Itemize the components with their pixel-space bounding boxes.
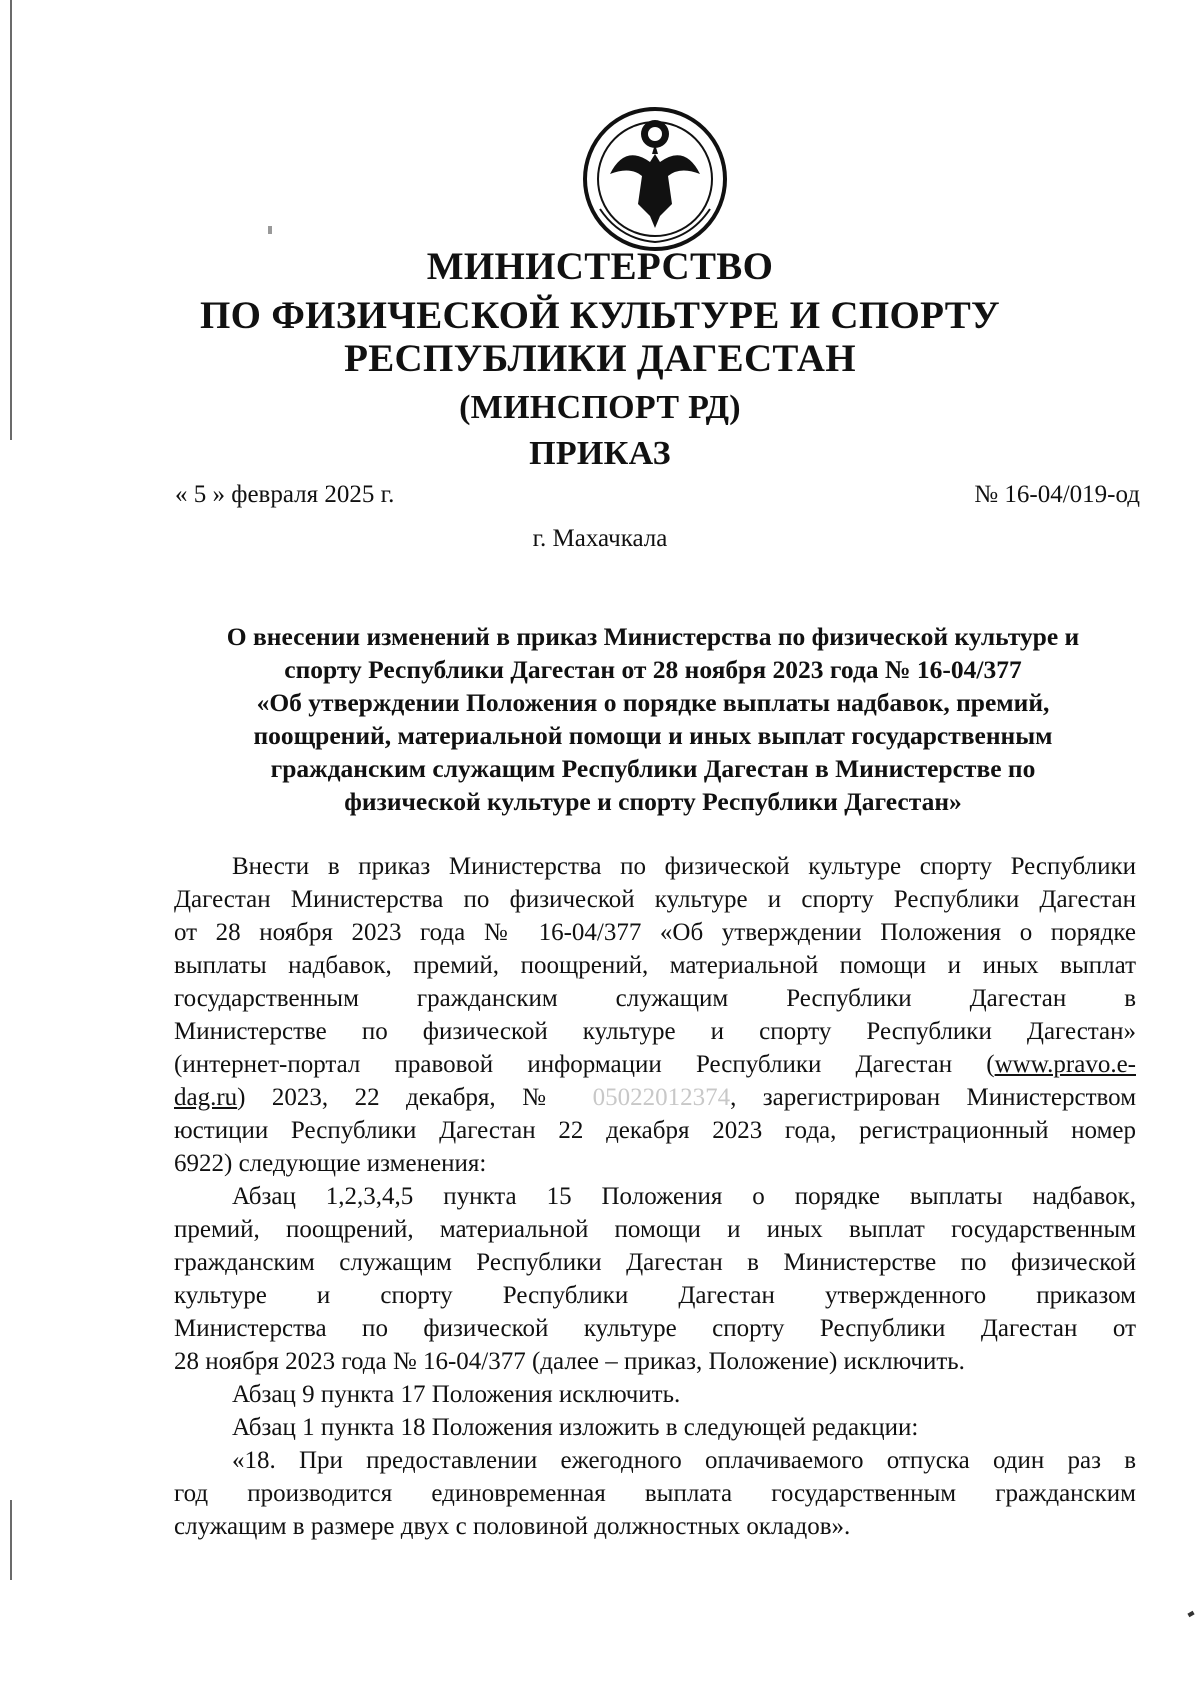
title-line: гражданским служащим Республики Дагестан в Министерстве по xyxy=(270,754,1036,783)
body-line: культуре и спорту Республики Дагестан утвержденного приказом xyxy=(174,1282,1136,1309)
scan-speck xyxy=(1187,1611,1194,1617)
pravo-portal-link[interactable]: www.pravo.e- xyxy=(994,1051,1136,1078)
body-line: выплаты надбавок, премий, поощрений, материальной помощи и иных выплат xyxy=(174,952,1136,979)
scan-edge-line xyxy=(10,1500,12,1580)
body-line: Абзац 9 пункта 17 Положения исключить. xyxy=(232,1381,681,1408)
body-line: 28 ноября 2023 года № 16-04/377 (далее – приказ, Положение) исключить. xyxy=(174,1348,965,1375)
body-line: «18. При предоставлении ежегодного оплачиваемого отпуска один раз в xyxy=(232,1447,1136,1474)
body-line: служащим в размере двух с половиной должностных окладов». xyxy=(174,1513,851,1540)
ministry-name-line1: МИНИСТЕРСТВО xyxy=(426,245,774,288)
body-line-text: ) 2023, 22 декабря, № xyxy=(237,1084,567,1111)
title-line: О внесении изменений в приказ Министерства по физической культуре и xyxy=(226,622,1080,651)
body-line: Абзац 1,2,3,4,5 пункта 15 Положения о порядке выплаты надбавок, xyxy=(232,1183,1136,1210)
body-line xyxy=(174,1081,1136,1114)
body-line-text: (интернет-портал правовой информации Республики Дагестан ( xyxy=(174,1051,995,1078)
registration-number-faded: 05022012374 xyxy=(592,1084,731,1111)
body-line xyxy=(174,1048,1136,1081)
ministry-name-line2: ПО ФИЗИЧЕСКОЙ КУЛЬТУРЕ И СПОРТУ xyxy=(200,294,1000,337)
scan-speck xyxy=(268,226,272,234)
order-subject-title xyxy=(172,620,1134,818)
pravo-portal-link-continued[interactable]: dag.ru xyxy=(174,1084,238,1111)
body-line: Министерства по физической культуре спорту Республики Дагестан от xyxy=(174,1315,1136,1342)
coat-of-arms-emblem xyxy=(580,104,730,254)
body-line: гражданским служащим Республики Дагестан в Министерстве по физической xyxy=(174,1249,1136,1276)
order-date: « 5 » февраля 2025 г. xyxy=(175,481,395,508)
order-number: № 16-04/019-од xyxy=(974,481,1140,508)
body-line: премий, поощрений, материальной помощи и иных выплат государственным xyxy=(174,1216,1136,1243)
body-line-text: , зарегистрирован Министерством xyxy=(730,1084,1137,1111)
order-body xyxy=(174,850,1136,1543)
body-line: Дагестан Министерства по физической культуре и спорту Республики Дагестан xyxy=(174,886,1136,913)
title-line: спорту Республики Дагестан от 28 ноября 2023 года № 16-04/377 xyxy=(284,655,1022,684)
order-city: г. Махачкала xyxy=(532,525,668,552)
body-line: от 28 ноября 2023 года № 16-04/377 «Об утверждении Положения о порядке xyxy=(174,919,1136,946)
body-line: Абзац 1 пункта 18 Положения изложить в следующей редакции: xyxy=(232,1414,919,1441)
body-line: Внести в приказ Министерства по физической культуре спорту Республики xyxy=(232,853,1136,880)
title-line: «Об утверждении Положения о порядке выплаты надбавок, премий, xyxy=(256,688,1050,717)
body-line: юстиции Республики Дагестан 22 декабря 2023 года, регистрационный номер xyxy=(174,1117,1136,1144)
document-type-title: ПРИКАЗ xyxy=(529,435,671,472)
body-line: государственным гражданским служащим Республики Дагестан в xyxy=(174,985,1136,1012)
body-line: 6922) следующие изменения: xyxy=(174,1150,487,1177)
ministry-abbreviation: (МИНСПОРТ РД) xyxy=(459,389,741,426)
body-line: Министерстве по физической культуре и спорту Республики Дагестан» xyxy=(174,1018,1136,1045)
title-line: физической культуре и спорту Республики Дагестан» xyxy=(344,787,962,816)
title-line: поощрений, материальной помощи и иных выплат государственным xyxy=(253,721,1053,750)
ministry-name-line3: РЕСПУБЛИКИ ДАГЕСТАН xyxy=(344,337,856,380)
body-line: год производится единовременная выплата государственным гражданским xyxy=(174,1480,1136,1507)
